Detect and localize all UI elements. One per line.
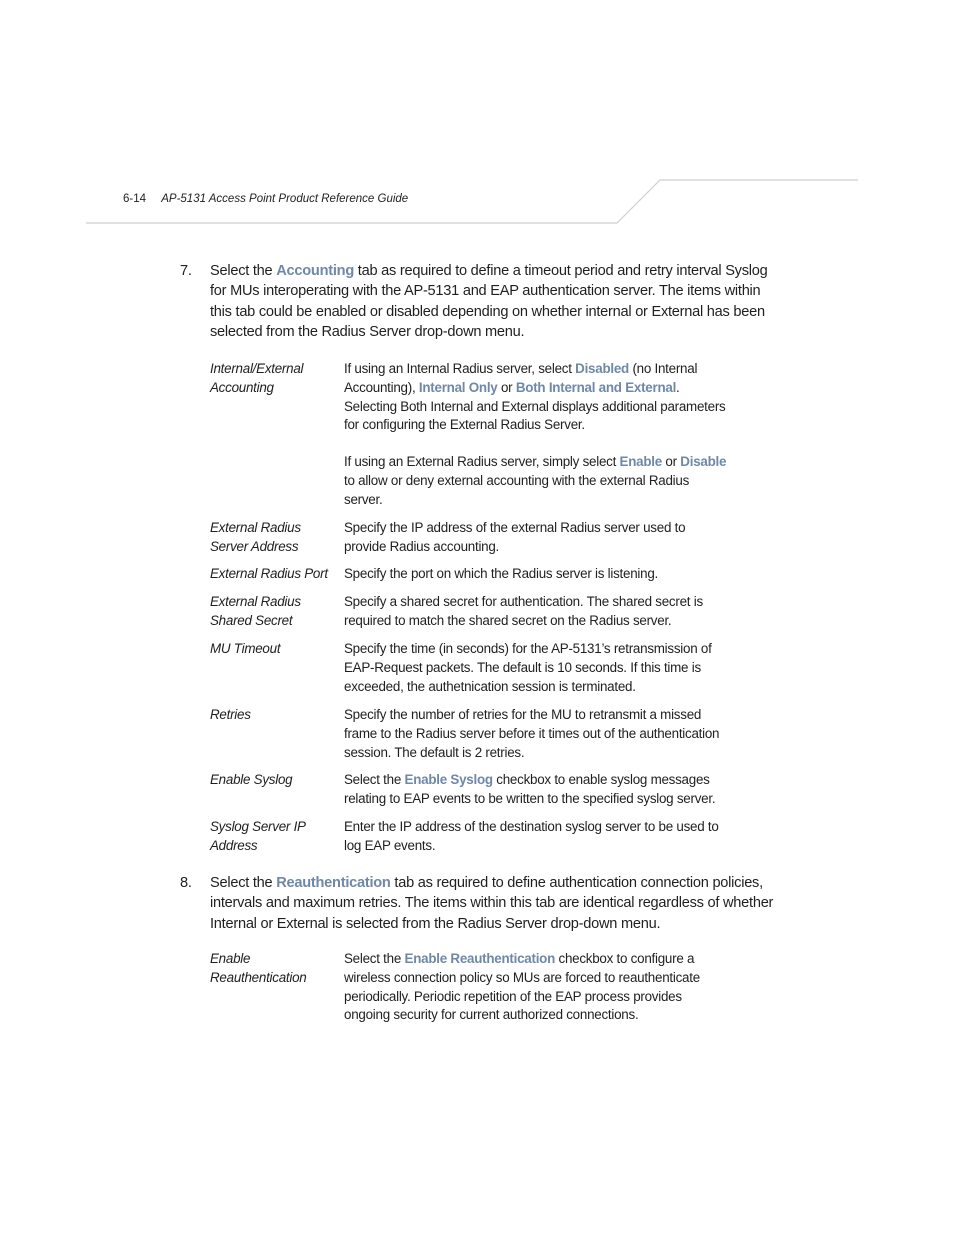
item-description: If using an Internal Radius server, select Disabled (no Internal Accounting), Internal Only or Both Internal and External. Selecting Both Internal and External displays additional parameters for configuring the External Radius Server. If using an External Radius server, simply select Enable or Disable to allow or deny external accounting with the external Radius server. xyxy=(344,361,727,507)
guide-title: AP-5131 Access Point Product Reference Guide xyxy=(161,193,409,205)
option-keyword: Enable Reauthentication xyxy=(404,951,556,966)
accounting-tab-keyword: Accounting xyxy=(276,263,354,279)
item-description: Enter the IP address of the destination syslog server to be used to log EAP events. xyxy=(344,819,719,853)
option-keyword: Enable Syslog xyxy=(404,772,493,787)
item-term: Enable Syslog xyxy=(210,772,293,787)
running-header xyxy=(123,193,408,205)
item-description: Specify the time (in seconds) for the AP-5131’s retransmission of EAP-Request packets. The default is 10 seconds. If this time is exceeded, the authetnication session is terminated. xyxy=(344,641,712,694)
item-description: Specify the number of retries for the MU to retransmit a missed frame to the Radius server before it times out of the authentication session. The default is 2 retries. xyxy=(344,707,720,760)
item-description: Specify a shared secret for authentication. The shared secret is required to match the shared secret on the Radius server. xyxy=(344,594,703,628)
item-description: Specify the port on which the Radius server is listening. xyxy=(344,566,658,581)
step-text: Select the Reauthentication tab as required to define authentication connection policies, intervals and maximum retries. The items within this tab are identical regardless of whether Internal or External is selected from the Radius Server drop-down menu. xyxy=(210,875,774,932)
option-keyword: Enable xyxy=(619,454,662,470)
item-term: Syslog Server IP Address xyxy=(210,819,306,853)
option-keyword: Both Internal and External xyxy=(515,379,677,395)
item-term: External Radius Port xyxy=(210,566,328,581)
item-term: Retries xyxy=(210,707,251,722)
item-description: Specify the IP address of the external Radius server used to provide Radius accounting. xyxy=(344,520,686,554)
step-number: 7. xyxy=(180,263,192,279)
item-term: Enable Reauthentication xyxy=(210,951,307,985)
item-description: Select the Enable Syslog checkbox to enable syslog messages relating to EAP events to be written to the specified syslog server. xyxy=(344,772,716,806)
reauthentication-tab-keyword: Reauthentication xyxy=(276,875,391,891)
option-keyword: Internal Only xyxy=(418,379,498,395)
item-term: External Radius Server Address xyxy=(210,520,301,554)
item-term: Internal/External Accounting xyxy=(210,361,304,395)
item-term: MU Timeout xyxy=(210,641,281,656)
step-number: 8. xyxy=(180,875,192,891)
option-keyword: Disable xyxy=(680,454,727,470)
item-term: External Radius Shared Secret xyxy=(210,594,301,628)
item-description: Select the Enable Reauthentication checkbox to configure a wireless connection policy so MUs are forced to reauthenticate periodically. Periodic repetition of the EAP process provides ongoing security for current authorized connections. xyxy=(344,951,700,1023)
page-number: 6-14 xyxy=(123,193,147,205)
step-text: Select the Accounting tab as required to define a timeout period and retry interval Syslog for MUs interoperating with the AP-5131 and EAP authentication server. The items within this tab could be enabled or disabled depending on whether internal or External has been selected from the Radius Server drop-down menu. xyxy=(210,263,768,341)
option-keyword: Disabled xyxy=(575,361,629,376)
